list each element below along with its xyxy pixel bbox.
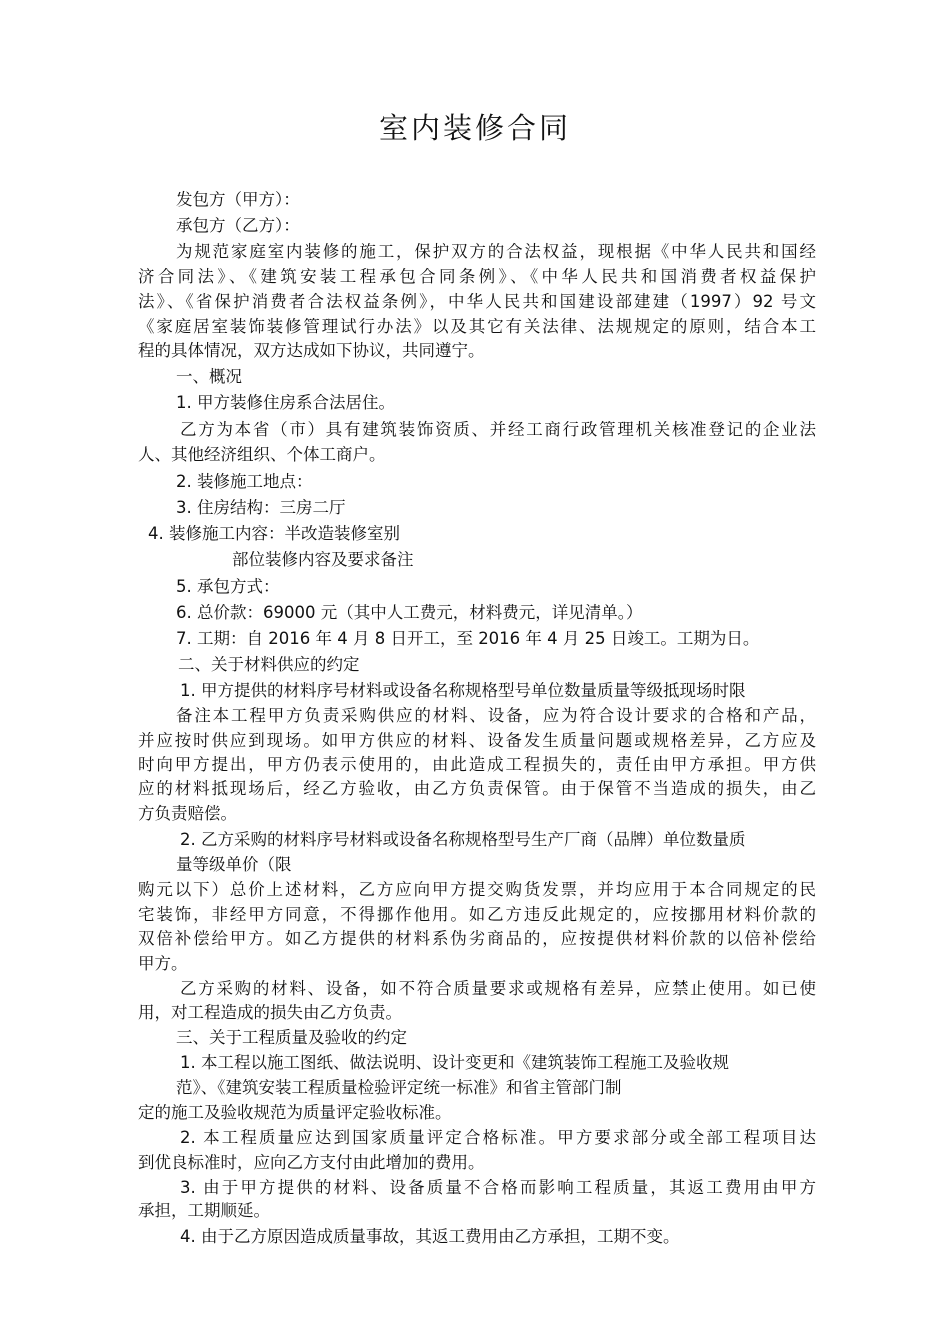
list-item: 3. 由于甲方提供的材料、设备质量不合格而影响工程质量，其返工费用由甲方 <box>180 1178 816 1197</box>
section-heading: 三、关于工程质量及验收的约定 <box>176 1028 407 1047</box>
paragraph-line: 用，对工程造成的损失由乙方负责。 <box>138 1003 402 1022</box>
paragraph-line: 承担，工期顺延。 <box>138 1201 270 1220</box>
list-item: 2. 本工程质量应达到国家质量评定合格标准。甲方要求部分或全部工程项目达 <box>180 1128 816 1147</box>
list-item: 2. 装修施工地点： <box>176 472 313 491</box>
paragraph-line: 定的施工及验收规范为质量评定验收标准。 <box>138 1103 452 1122</box>
list-item: 4. 装修施工内容：半改造装修室别 <box>148 524 400 543</box>
paragraph-line: 人、其他经济组织、个体工商户。 <box>138 445 386 464</box>
list-item: 2. 乙方采购的材料序号材料或设备名称规格型号生产厂商（品牌）单位数量质 <box>180 830 746 849</box>
paragraph-line: 应的材料抵现场后，经乙方验收，由乙方负责保管。由于保管不当造成的损失，由乙 <box>138 779 816 798</box>
list-item: 1. 甲方装修住房系合法居住。 <box>176 393 395 412</box>
paragraph-line: 《家庭居室装饰装修管理试行办法》以及其它有关法律、法规规定的原则，结合本工 <box>138 317 816 336</box>
paragraph-line: 甲方。 <box>138 954 188 973</box>
paragraph-line: 为规范家庭室内装修的施工，保护双方的合法权益，现根据《中华人民共和国经 <box>176 242 816 261</box>
list-item: 3. 住房结构：三房二厅 <box>176 498 346 517</box>
list-item: 1. 甲方提供的材料序号材料或设备名称规格型号单位数量质量等级抵现场时限 <box>180 681 746 700</box>
list-item: 部位装修内容及要求备注 <box>232 550 414 569</box>
party-a-line: 发包方（甲方）： <box>176 190 300 209</box>
paragraph-line: 双倍补偿给甲方。如乙方提供的材料系伪劣商品的，应按提供材料价款的以倍补偿给 <box>138 929 816 948</box>
document-title: 室内装修合同 <box>378 111 571 145</box>
paragraph-line: 购元以下）总价上述材料，乙方应向甲方提交购货发票，并均应用于本合同规定的民 <box>138 880 816 899</box>
paragraph-line: 乙方采购的材料、设备，如不符合质量要求或规格有差异，应禁止使用。如已使 <box>180 979 816 998</box>
paragraph-line: 宅装饰，非经甲方同意，不得挪作他用。如乙方违反此规定的，应按挪用材料价款的 <box>138 905 816 924</box>
paragraph-line: 量等级单价（限 <box>176 855 292 874</box>
paragraph-line: 备注本工程甲方负责采购供应的材料、设备，应为符合设计要求的合格和产品， <box>176 706 816 725</box>
list-item: 1. 本工程以施工图纸、做法说明、设计变更和《建筑装饰工程施工及验收规 <box>180 1053 729 1072</box>
paragraph-line: 法》、《省保护消费者合法权益条例》，中华人民共和国建设部建建（1997）92 号文 <box>138 292 816 311</box>
section-heading: 二、关于材料供应的约定 <box>178 655 360 674</box>
paragraph-line: 乙方为本省（市）具有建筑装饰资质、并经工商行政管理机关核准登记的企业法 <box>180 420 816 439</box>
party-b-line: 承包方（乙方）： <box>176 216 300 235</box>
section-heading: 一、概况 <box>176 367 242 386</box>
paragraph-line: 济合同法》、《建筑安装工程承包合同条例》、《中华人民共和国消费者权益保护 <box>138 267 816 286</box>
paragraph-line: 时向甲方提出，甲方仍表示使用的，由此造成工程损失的，责任由甲方承担。甲方供 <box>138 755 816 774</box>
list-item: 6. 总价款：69000 元（其中人工费元，材料费元，详见清单。） <box>176 603 643 622</box>
list-item: 4. 由于乙方原因造成质量事故，其返工费用由乙方承担，工期不变。 <box>180 1227 680 1246</box>
list-item: 5. 承包方式： <box>176 577 280 596</box>
list-item: 7. 工期：自 2016 年 4 月 8 日开工，至 2016 年 4 月 25 日竣工。工期为日。 <box>176 629 760 648</box>
paragraph-line: 方负责赔偿。 <box>138 804 237 823</box>
paragraph-line: 并应按时供应到现场。如甲方供应的材料、设备发生质量问题或规格差异，乙方应及 <box>138 731 816 750</box>
paragraph-line: 程的具体情况，双方达成如下协议，共同遵宁。 <box>138 341 485 360</box>
paragraph-line: 范》、《建筑安装工程质量检验评定统一标准》和省主管部门制 <box>176 1078 622 1097</box>
paragraph-line: 到优良标准时，应向乙方支付由此增加的费用。 <box>138 1153 485 1172</box>
